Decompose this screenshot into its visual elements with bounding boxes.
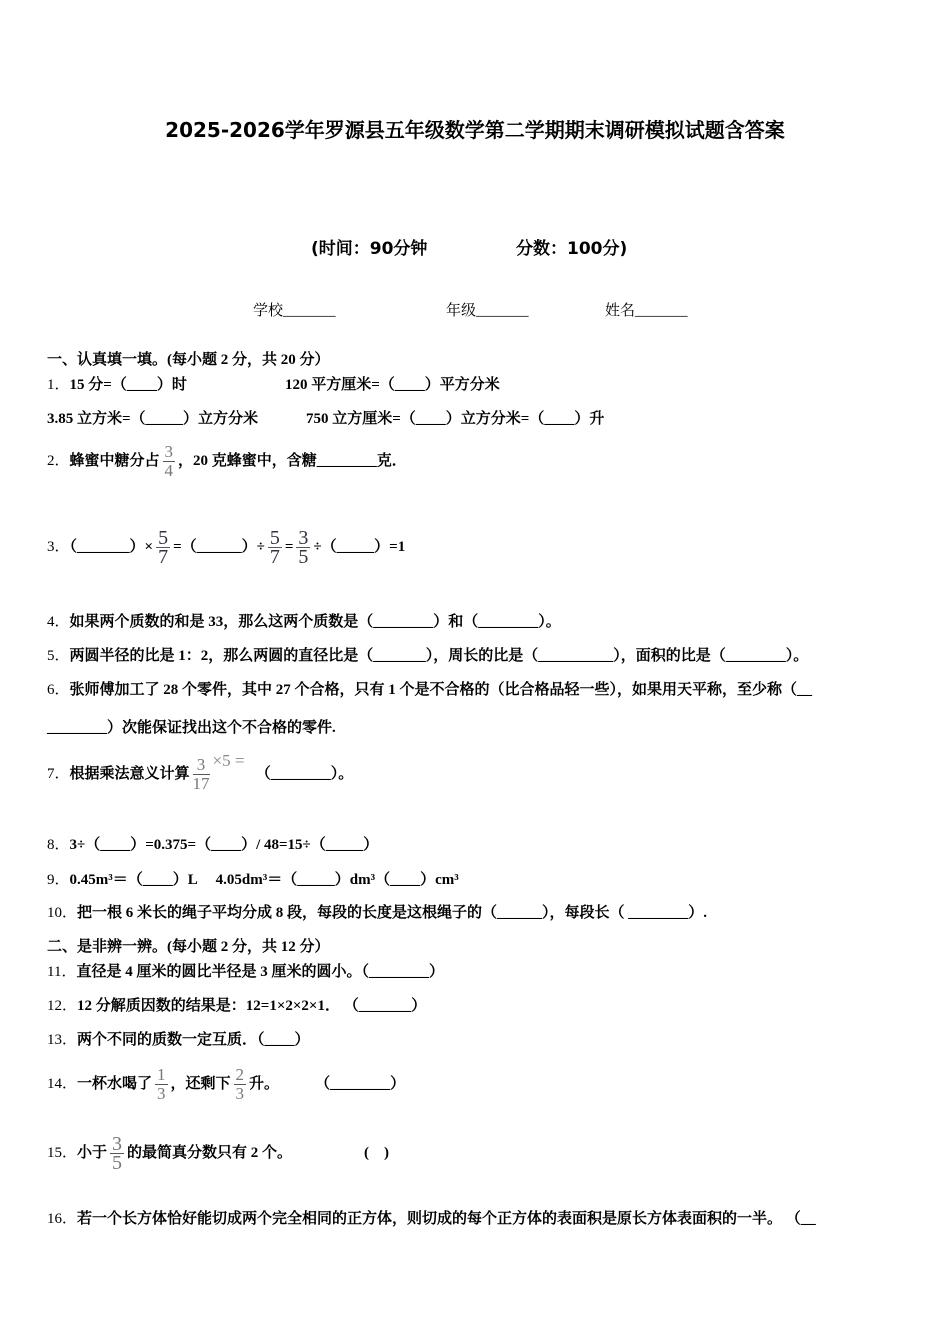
denominator: 3 <box>157 1084 166 1103</box>
question-16 <box>47 1210 816 1228</box>
denominator: 5 <box>298 546 309 568</box>
denominator: 5 <box>112 1152 123 1174</box>
question-text: 的最简真分数只有 2 个。 <box>127 1144 293 1161</box>
question-text: ，20 克蜂蜜中，含糖________克． <box>178 452 407 469</box>
question-5 <box>47 647 808 665</box>
fraction <box>296 529 310 566</box>
question-text: 两圆半径的比是 1：2，那么两圆的直径比是（_______），周长的比是（__________），面积的比是（________）。 <box>69 648 809 664</box>
numerator: 1 <box>157 1065 166 1084</box>
question-text: 3÷（____）=0.375=（____）/ 48=15÷（_____） <box>69 837 379 853</box>
question-number: 16． <box>47 1211 78 1227</box>
section-heading: 一、认真填一填。(每小题 2 分，共 20 分） <box>47 352 330 368</box>
denominator: 4 <box>164 461 174 480</box>
denominator: 7 <box>158 546 169 568</box>
question-1 <box>47 376 187 394</box>
fraction <box>234 1066 247 1103</box>
question-6-continued: ________）次能保证找出这个不合格的零件. <box>47 720 336 736</box>
question-text: （________）。 <box>255 766 354 782</box>
question-text: 蜂蜜中糖分占 <box>69 452 160 469</box>
question-text: 一杯水喝了 <box>77 1075 153 1092</box>
question-number: 7． <box>47 766 70 782</box>
question-text: （_______）× <box>69 538 154 555</box>
question-1-part: 750 立方厘米=（____）立方分米=（____）升 <box>306 411 605 427</box>
question-9 <box>47 871 459 889</box>
question-number: 11． <box>47 964 77 980</box>
numerator: 3 <box>164 442 174 461</box>
operator: ×5 = <box>212 751 245 770</box>
question-number: 2． <box>47 452 70 469</box>
question-number: 6． <box>47 682 70 698</box>
fraction <box>193 756 210 793</box>
question-3 <box>47 529 405 566</box>
question-text: 15 分=（____）时 <box>69 377 187 393</box>
question-text: 0.45m³＝（____）L 4.05dm³＝（_____）dm³（____）cm³ <box>69 872 459 888</box>
question-15 <box>47 1135 389 1172</box>
fraction <box>163 443 176 480</box>
question-number: 4． <box>47 614 70 630</box>
question-text: 如果两个质数的和是 33，那么这两个质数是（________）和（________）。 <box>69 614 561 630</box>
numerator: 2 <box>235 1065 245 1084</box>
question-text: 根据乘法意义计算 <box>69 766 190 782</box>
name-field: 姓名_______ <box>605 303 688 319</box>
question-7 <box>47 752 353 793</box>
question-number: 5． <box>47 648 70 664</box>
fraction <box>268 529 282 566</box>
question-text: ÷（_____）=1 <box>313 538 406 555</box>
numerator: 3 <box>193 756 210 775</box>
question-text: 直径是 4 厘米的圆比半径是 3 厘米的圆小。（________） <box>76 964 444 980</box>
question-number: 12． <box>47 998 78 1014</box>
total-score: 分数：100分) <box>516 239 628 259</box>
section-heading: 二、是非辨一辨。(每小题 2 分，共 12 分） <box>47 939 330 955</box>
question-number: 14． <box>47 1075 78 1092</box>
question-12 <box>47 997 426 1015</box>
numerator: 3 <box>298 527 309 549</box>
numerator: 3 <box>112 1133 123 1155</box>
question-text: 两个不同的质数一定互质．（____） <box>77 1032 310 1048</box>
question-4 <box>47 613 561 631</box>
answer-blank: （________） <box>315 1075 406 1092</box>
question-text: 张师傅加工了 28 个零件，其中 27 个合格，只有 1 个是不合格的（比合格品轻一些），如果用天平称，至少称（__ <box>69 682 813 698</box>
question-2 <box>47 443 407 480</box>
question-text: ，还剩下 <box>170 1075 231 1092</box>
question-1-part: 120 平方厘米=（____）平方分米 <box>285 377 500 393</box>
school-field: 学校_______ <box>253 303 336 319</box>
question-6 <box>47 681 812 699</box>
question-number: 10． <box>47 905 78 921</box>
denominator: 17 <box>192 774 210 794</box>
question-number: 9． <box>47 872 70 888</box>
denominator: 7 <box>269 546 280 568</box>
question-text: 升。 <box>249 1075 280 1092</box>
question-number: 15． <box>47 1144 78 1161</box>
question-number: 8． <box>47 837 70 853</box>
question-10 <box>47 904 707 922</box>
question-number: 1． <box>47 377 70 393</box>
denominator: 3 <box>235 1084 245 1103</box>
fraction <box>156 529 170 566</box>
question-text: = <box>284 538 294 555</box>
question-11 <box>47 963 444 981</box>
question-8 <box>47 836 378 854</box>
question-text: =（______）÷ <box>173 538 265 555</box>
question-13 <box>47 1031 310 1049</box>
question-number: 13． <box>47 1032 78 1048</box>
grade-field: 年级_______ <box>446 303 529 319</box>
answer-blank: ( ) <box>364 1144 390 1161</box>
time-limit: (时间：90分钟 <box>311 239 428 259</box>
question-text: 若一个长方体恰好能切成两个完全相同的正方体，则切成的每个正方体的表面积是原长方体表面积的一半。 （__ <box>77 1211 816 1227</box>
question-14 <box>47 1066 405 1103</box>
page-title: 2025-2026学年罗源县五年级数学第二学期期末调研模拟试题含答案 <box>165 118 785 142</box>
fraction <box>155 1066 168 1103</box>
question-text: 12 分解质因数的结果是：12=1×2×2×1． （_______） <box>77 998 427 1014</box>
numerator: 5 <box>269 527 280 549</box>
question-number: 3． <box>47 538 70 555</box>
fraction <box>110 1135 124 1172</box>
question-text: 小于 <box>77 1144 108 1161</box>
numerator: 5 <box>158 527 169 549</box>
question-text: 把一根 6 米长的绳子平均分成 8 段，每段的长度是这根绳子的（______），每段长（ ________）. <box>77 905 708 921</box>
question-1-part: 3.85 立方米=（_____）立方分米 <box>47 411 259 427</box>
